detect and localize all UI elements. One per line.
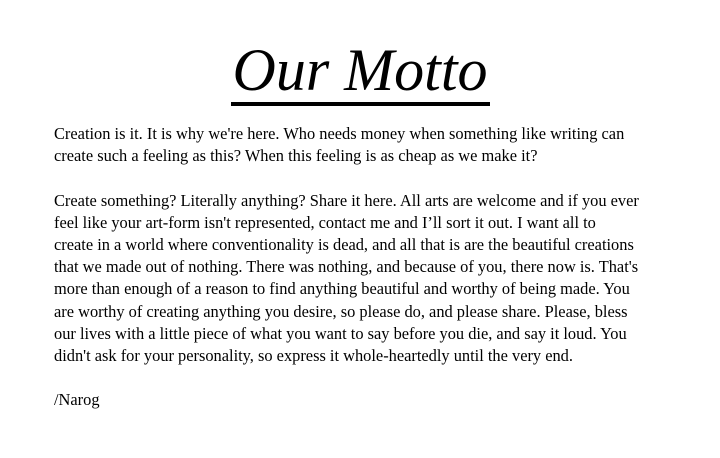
signature: /Narog [54,390,100,410]
text-line: create such a feeling as this? When this feeling is as cheap as we make it? [54,146,538,166]
text-line: create in a world where conventionality is dead, and all that is are the beautiful creations [54,235,634,254]
paragraph-main [54,190,694,368]
text-line: Creation is it. It is why we're here. Who needs money when something like writing can [54,124,625,143]
text-line: didn't ask for your personality, so express it whole-heartedly until the very end. [54,346,573,366]
text-line: Create something? Literally anything? Share it here. All arts are welcome and if you ever [54,190,639,210]
text-line: that we made out of nothing. There was nothing, and because of you, there now is. That's [54,257,639,277]
paragraph-gap [54,167,694,189]
text-line: our lives with a little piece of what you want to say before you die, and say it loud. You [54,323,627,343]
page-title: Our Motto [231,38,490,106]
title-container [0,38,720,106]
text-line: more than enough of a reason to find anything beautiful and worthy of being made. You [54,279,630,299]
motto-body [54,123,694,412]
text-line: are worthy of creating anything you desire, so please do, and please share. Please, bless [54,301,628,321]
paragraph-gap [54,367,694,389]
paragraph-intro [54,123,694,167]
text-line: feel like your art-form isn't represented, contact me and I’ll sort it out. I want all to [54,212,596,232]
